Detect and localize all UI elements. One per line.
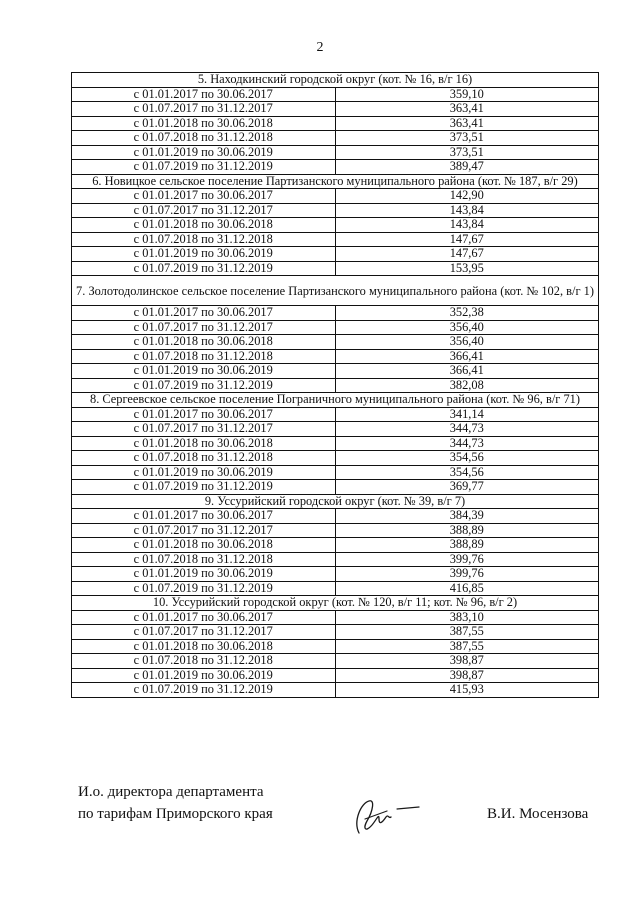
tariff-value-cell: 415,93	[335, 683, 599, 698]
tariff-value-cell: 366,41	[335, 349, 599, 364]
period-cell: с 01.01.2017 по 30.06.2017	[72, 610, 336, 625]
tariff-value-cell: 388,89	[335, 538, 599, 553]
section-header-row	[72, 174, 599, 189]
table-row	[72, 102, 599, 117]
section-header-row	[72, 596, 599, 611]
period-cell: с 01.07.2017 по 31.12.2017	[72, 203, 336, 218]
period-cell: с 01.07.2018 по 31.12.2018	[72, 131, 336, 146]
tariff-table	[71, 72, 599, 698]
period-cell: с 01.07.2018 по 31.12.2018	[72, 451, 336, 466]
tariff-value-cell: 341,14	[335, 407, 599, 422]
tariff-value-cell: 147,67	[335, 247, 599, 262]
tariff-value-cell: 384,39	[335, 509, 599, 524]
tariff-value-cell: 387,55	[335, 625, 599, 640]
period-cell: с 01.01.2017 по 30.06.2017	[72, 87, 336, 102]
tariff-value-cell: 398,87	[335, 668, 599, 683]
period-cell: с 01.01.2018 по 30.06.2018	[72, 116, 336, 131]
period-cell: с 01.07.2018 по 31.12.2018	[72, 349, 336, 364]
period-cell: с 01.07.2018 по 31.12.2018	[72, 654, 336, 669]
period-cell: с 01.01.2017 по 30.06.2017	[72, 306, 336, 321]
tariff-value-cell: 147,67	[335, 232, 599, 247]
section-title: 6. Новицкое сельское поселение Партизанского муниципального района (кот. № 187, в/г 29)	[72, 174, 599, 189]
table-row	[72, 683, 599, 698]
tariff-value-cell: 416,85	[335, 581, 599, 596]
period-cell: с 01.07.2018 по 31.12.2018	[72, 232, 336, 247]
table-row	[72, 335, 599, 350]
period-cell: с 01.01.2019 по 30.06.2019	[72, 668, 336, 683]
tariff-value-cell: 143,84	[335, 218, 599, 233]
table-row	[72, 610, 599, 625]
period-cell: с 01.01.2018 по 30.06.2018	[72, 639, 336, 654]
tariff-value-cell: 359,10	[335, 87, 599, 102]
period-cell: с 01.01.2019 по 30.06.2019	[72, 145, 336, 160]
tariff-value-cell: 356,40	[335, 320, 599, 335]
table-row	[72, 581, 599, 596]
table-row	[72, 625, 599, 640]
signer-position	[78, 781, 273, 825]
period-cell: с 01.07.2017 по 31.12.2017	[72, 422, 336, 437]
section-title: 5. Находкинский городской округ (кот. № 16, в/г 16)	[72, 73, 599, 88]
period-cell: с 01.01.2017 по 30.06.2017	[72, 189, 336, 204]
section-title: 9. Уссурийский городской округ (кот. № 39, в/г 7)	[72, 494, 599, 509]
tariff-value-cell: 399,76	[335, 552, 599, 567]
table-row	[72, 116, 599, 131]
period-cell: с 01.01.2017 по 30.06.2017	[72, 407, 336, 422]
table-row	[72, 203, 599, 218]
period-cell: с 01.01.2018 по 30.06.2018	[72, 335, 336, 350]
tariff-value-cell: 354,56	[335, 465, 599, 480]
table-row	[72, 160, 599, 175]
table-row	[72, 131, 599, 146]
period-cell: с 01.07.2017 по 31.12.2017	[72, 523, 336, 538]
section-header-row	[72, 393, 599, 408]
period-cell: с 01.07.2019 по 31.12.2019	[72, 683, 336, 698]
table-row	[72, 218, 599, 233]
tariff-value-cell: 399,76	[335, 567, 599, 582]
period-cell: с 01.07.2019 по 31.12.2019	[72, 261, 336, 276]
table-row	[72, 567, 599, 582]
table-row	[72, 87, 599, 102]
section-title: 8. Сергеевское сельское поселение Пограничного муниципального района (кот. № 96, в/г 71)	[72, 393, 599, 408]
tariff-value-cell: 387,55	[335, 639, 599, 654]
period-cell: с 01.01.2019 по 30.06.2019	[72, 247, 336, 262]
table-row	[72, 523, 599, 538]
tariff-value-cell: 354,56	[335, 451, 599, 466]
table-row	[72, 465, 599, 480]
period-cell: с 01.07.2019 по 31.12.2019	[72, 581, 336, 596]
page-number: 2	[316, 40, 324, 55]
table-row	[72, 378, 599, 393]
period-cell: с 01.01.2019 по 30.06.2019	[72, 465, 336, 480]
tariff-value-cell: 398,87	[335, 654, 599, 669]
tariff-value-cell: 366,41	[335, 364, 599, 379]
tariff-value-cell: 363,41	[335, 102, 599, 117]
table-row	[72, 538, 599, 553]
table-row	[72, 654, 599, 669]
tariff-value-cell: 344,73	[335, 436, 599, 451]
period-cell: с 01.01.2018 по 30.06.2018	[72, 436, 336, 451]
tariff-value-cell: 388,89	[335, 523, 599, 538]
tariff-value-cell: 373,51	[335, 145, 599, 160]
signer-name: В.И. Мосензова	[487, 806, 589, 822]
table-row	[72, 320, 599, 335]
section-title: 10. Уссурийский городской округ (кот. № 120, в/г 11; кот. № 96, в/г 2)	[72, 596, 599, 611]
period-cell: с 01.01.2019 по 30.06.2019	[72, 567, 336, 582]
table-row	[72, 145, 599, 160]
tariff-value-cell: 363,41	[335, 116, 599, 131]
tariff-value-cell: 143,84	[335, 203, 599, 218]
signer-position-line-2: по тарифам Приморского края	[78, 806, 273, 822]
section-header-row	[72, 73, 599, 88]
period-cell: с 01.07.2019 по 31.12.2019	[72, 378, 336, 393]
tariff-value-cell: 153,95	[335, 261, 599, 276]
tariff-value-cell: 356,40	[335, 335, 599, 350]
tariff-value-cell: 344,73	[335, 422, 599, 437]
signature-image	[345, 795, 425, 839]
table-row	[72, 247, 599, 262]
section-header-row	[72, 276, 599, 306]
period-cell: с 01.01.2018 по 30.06.2018	[72, 538, 336, 553]
table-row	[72, 436, 599, 451]
tariff-value-cell: 373,51	[335, 131, 599, 146]
table-row	[72, 261, 599, 276]
period-cell: с 01.01.2017 по 30.06.2017	[72, 509, 336, 524]
table-row	[72, 668, 599, 683]
period-cell: с 01.01.2018 по 30.06.2018	[72, 218, 336, 233]
section-title: 7. Золотодолинское сельское поселение Партизанского муниципального района (кот. № 102, в/г 1)	[72, 276, 599, 306]
table-row	[72, 232, 599, 247]
table-row	[72, 349, 599, 364]
table-row	[72, 306, 599, 321]
period-cell: с 01.07.2018 по 31.12.2018	[72, 552, 336, 567]
tariff-value-cell: 369,77	[335, 480, 599, 495]
period-cell: с 01.07.2019 по 31.12.2019	[72, 480, 336, 495]
table-row	[72, 189, 599, 204]
signer-position-line-1: И.о. директора департамента	[78, 784, 264, 800]
table-row	[72, 407, 599, 422]
table-row	[72, 509, 599, 524]
table-row	[72, 552, 599, 567]
period-cell: с 01.07.2017 по 31.12.2017	[72, 102, 336, 117]
tariff-value-cell: 352,38	[335, 306, 599, 321]
section-header-row	[72, 494, 599, 509]
tariff-value-cell: 389,47	[335, 160, 599, 175]
period-cell: с 01.07.2019 по 31.12.2019	[72, 160, 336, 175]
period-cell: с 01.01.2019 по 30.06.2019	[72, 364, 336, 379]
table-row	[72, 639, 599, 654]
period-cell: с 01.07.2017 по 31.12.2017	[72, 625, 336, 640]
tariff-value-cell: 142,90	[335, 189, 599, 204]
table-row	[72, 480, 599, 495]
period-cell: с 01.07.2017 по 31.12.2017	[72, 320, 336, 335]
table-row	[72, 451, 599, 466]
tariff-table-body	[72, 73, 599, 698]
tariff-value-cell: 382,08	[335, 378, 599, 393]
tariff-value-cell: 383,10	[335, 610, 599, 625]
table-row	[72, 422, 599, 437]
table-row	[72, 364, 599, 379]
